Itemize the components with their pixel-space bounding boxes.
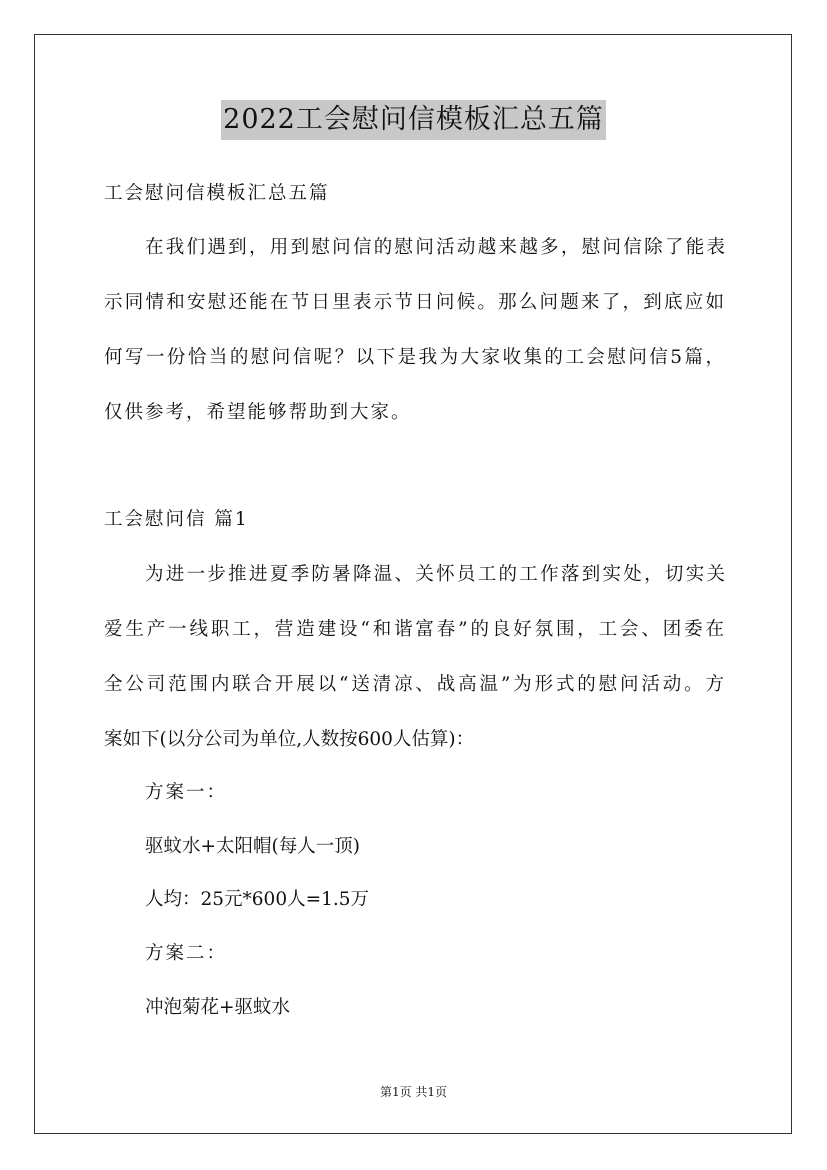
document-title: 2022工会慰问信模板汇总五篇 <box>221 100 606 140</box>
section1-line-2: 爱生产一线职工，营造建设“和谐富春”的良好氛围，工会、团委在 <box>104 619 724 640</box>
plan1-label: 方案一： <box>145 782 228 803</box>
intro-line-3: 何写一份恰当的慰问信呢？以下是我为大家收集的工会慰问信5篇， <box>104 347 724 368</box>
title-container <box>0 100 827 140</box>
intro-line-2: 示同情和安慰还能在节日里表示节日问候。那么问题来了，到底应如 <box>104 292 724 313</box>
document-subtitle: 工会慰问信模板汇总五篇 <box>104 183 330 204</box>
section1-line-4: 案如下(以分公司为单位,人数按600人估算)： <box>104 729 475 750</box>
page-footer: 第1页 共1页 <box>379 1085 448 1099</box>
plan1-item: 驱蚊水+太阳帽(每人一顶) <box>145 836 360 857</box>
plan2-item: 冲泡菊花+驱蚊水 <box>145 997 291 1018</box>
intro-line-1: 在我们遇到，用到慰问信的慰问活动越来越多，慰问信除了能表 <box>145 237 725 258</box>
plan1-cost: 人均：25元*600人=1.5万 <box>145 889 370 910</box>
plan2-label: 方案二： <box>145 943 228 964</box>
section-heading-1: 工会慰问信 篇1 <box>104 509 249 530</box>
section1-line-1: 为进一步推进夏季防暑降温、关怀员工的工作落到实处，切实关 <box>145 564 725 585</box>
intro-line-4: 仅供参考，希望能够帮助到大家。 <box>104 402 412 423</box>
section1-line-3: 全公司范围内联合开展以“送清凉、战高温”为形式的慰问活动。方 <box>104 674 724 695</box>
